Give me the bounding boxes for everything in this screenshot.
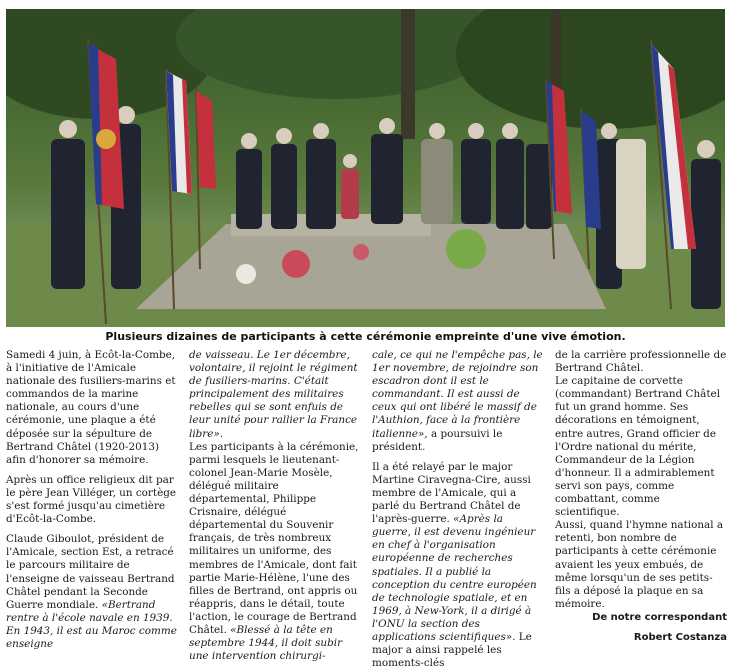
article-paragraph: Après un office religieux dit par le père Jean Villéger, un cortège s'est formé jusqu'au cimetière d'Ecôt-la-Combe. xyxy=(6,473,177,526)
photo-caption: Plusieurs dizaines de participants à cette cérémonie empreinte d'une vive émotion. xyxy=(105,330,626,343)
byline-role: De notre correspondant xyxy=(592,611,727,623)
article-quote: «Blessé à la tête en septembre 1944, il doit subir une intervention chirurgi- xyxy=(189,623,343,663)
article-paragraph xyxy=(372,349,544,454)
article-text: Les participants à la cérémonie, parmi lesquels le lieutenant-colonel Jean-Marie Mosèle, délégué militaire départemental, Philippe Crisnaire, délégué départemental du Souvenir français, de très nombreux militaires un uniforme, des membres de l'Amicale, dont fait partie Marie-Hélène, l'une des filles de Bertrand, ont appris ou réappris, dans le détail, toute l'action, le courage de Bertrand Châtel. xyxy=(189,440,359,636)
article-text: Le major a ainsi rappelé les moments-clés xyxy=(372,630,532,670)
article-paragraph: Samedi 4 juin, à Ecôt-la-Combe, à l'initiative de l'Amicale nationale des fusiliers-marins et commandos de la marine nationale, au cours d'une cérémonie, une plaque a été déposée sur la sépulture de Bertrand Châtel (1920-2013) afin d'honorer sa mémoire. xyxy=(6,349,176,466)
article-text: Claude Giboulot, président de l'Amicale, section Est, a retracé le parcours militaire de l'enseigne de vaisseau Bertrand Châtel pendant la Seconde Guerre mondiale. xyxy=(6,533,175,611)
ceremony-photo-illustration xyxy=(6,9,725,327)
article-text: a poursuivi le président. xyxy=(372,427,503,453)
article-quote: «Bertrand rentre à l'école navale en 1939. En 1943, il est au Maroc comme enseigne xyxy=(6,598,177,650)
article-column-3 xyxy=(372,349,544,670)
article-paragraph xyxy=(189,441,361,664)
article-column-1 xyxy=(6,349,178,651)
byline-author: Robert Costanza xyxy=(633,631,727,643)
ceremony-photo xyxy=(6,9,725,327)
article-paragraph: Le capitaine de corvette (commandant) Bertrand Châtel fut un grand homme. Ses décorations en témoignent, entre autres, Grand officier de l'Ordre national du mérite, Commandeur de la Légion d'honneur. Il a admirablement servi son pays, comme combattant, comme scientifique. xyxy=(555,375,721,519)
article-paragraph xyxy=(6,533,178,651)
article-column-2 xyxy=(189,349,361,663)
article-paragraph: Aussi, quand l'hymne national a retenti, bon nombre de participants à cette cérémonie avaient les yeux embués, de même lorsqu'un de ses petits-fils a déposé la plaque en sa mémoire. xyxy=(555,519,724,610)
article-paragraph xyxy=(372,461,544,670)
article-quote: «Après la guerre, il est devenu ingénieur en chef à l'organisation européenne de recherches spatiales. Il a publié la conception du centre européen de technologie spatiale, et en 1969, à New-York, il a dirigé à l'ONU la section des applications scientifiques». xyxy=(372,513,537,643)
article-text: Il a été relayé par le major Martine Ciravegna-Cire, aussi membre de l'Amicale, qui a parlé du Bertrand Châtel de l'après-guerre. xyxy=(372,460,531,526)
article-quote: cale, ce qui ne l'empêche pas, le 1er novembre, de rejoindre son escadron dont il est le commandant. Il est aussi de ceux qui ont libéré le massif de l'Authion, face à la frontière italienne», xyxy=(372,349,543,440)
article-quote: de vaisseau. Le 1er décembre, volontaire, il rejoint le régiment de fusiliers-marins. C'était principalement des militaires rebelles qui se sont enfuis de leur unité pour rallier la France libre». xyxy=(189,349,358,440)
article-paragraph xyxy=(189,349,361,441)
article-paragraph: de la carrière professionnelle de Bertrand Châtel. xyxy=(555,349,727,375)
article-column-4 xyxy=(555,349,727,651)
